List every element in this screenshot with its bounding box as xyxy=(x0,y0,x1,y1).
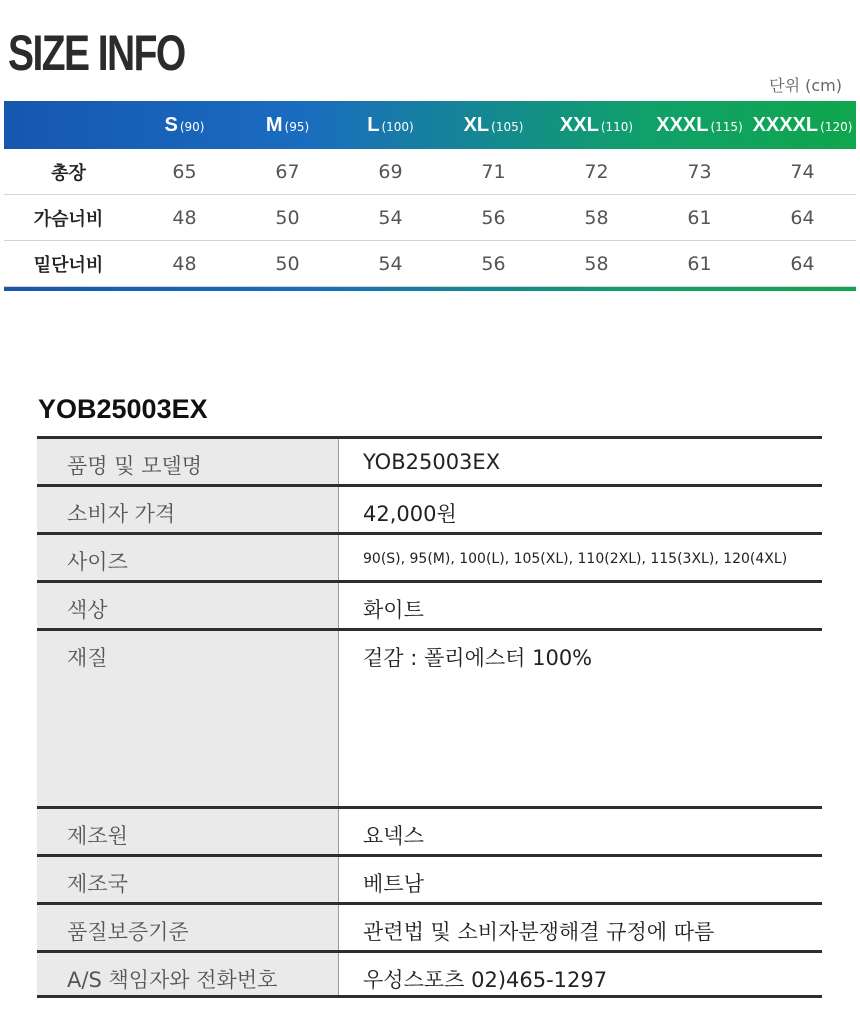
size-header-cell xyxy=(236,114,339,137)
size-value: 74 xyxy=(790,160,815,183)
spec-label: 색상 xyxy=(37,583,339,628)
spec-value: 겉감 : 폴리에스터 100% xyxy=(363,646,593,670)
spec-row xyxy=(37,532,822,580)
size-value: 61 xyxy=(687,252,712,275)
size-cm: (95) xyxy=(284,119,310,134)
size-table-bottom-bar xyxy=(4,287,856,291)
spec-row xyxy=(37,950,822,998)
size-value: 58 xyxy=(584,206,609,229)
size-cm: (110) xyxy=(600,119,634,134)
size-row-chest xyxy=(4,195,856,241)
size-value: 71 xyxy=(481,160,506,183)
size-header-cell xyxy=(545,114,648,137)
size-info-title: SIZE INFO xyxy=(8,25,185,81)
spec-label: A/S 책임자와 전화번호 xyxy=(37,953,339,995)
size-label: XL xyxy=(463,113,490,136)
spec-value: 베트남 xyxy=(363,872,424,896)
size-label: M xyxy=(265,113,283,136)
size-value: 73 xyxy=(687,160,712,183)
size-value: 64 xyxy=(790,252,815,275)
spec-label: 제조국 xyxy=(37,857,339,902)
row-label: 밑단너비 xyxy=(33,254,104,276)
size-value: 65 xyxy=(172,160,197,183)
size-cm: (120) xyxy=(820,119,853,134)
spec-table xyxy=(37,436,822,998)
spec-value: 관련법 및 소비자분쟁해결 규정에 따름 xyxy=(363,920,715,944)
spec-row xyxy=(37,484,822,532)
size-value: 54 xyxy=(378,252,403,275)
size-cm: (90) xyxy=(179,119,205,134)
size-value: 56 xyxy=(481,206,506,229)
model-title: YOB25003EX xyxy=(38,394,208,424)
size-value: 54 xyxy=(378,206,403,229)
size-value: 56 xyxy=(481,252,506,275)
spec-label: 품명 및 모델명 xyxy=(37,439,339,484)
size-label: S xyxy=(164,113,178,136)
size-value: 64 xyxy=(790,206,815,229)
spec-row xyxy=(37,902,822,950)
spec-row xyxy=(37,854,822,902)
spec-label: 품질보증기준 xyxy=(37,905,339,950)
size-value: 58 xyxy=(584,252,609,275)
size-row-length xyxy=(4,149,856,195)
size-label: XXXXL xyxy=(752,113,819,136)
size-header-cell xyxy=(751,114,854,137)
size-header-cell xyxy=(339,114,442,137)
size-value: 50 xyxy=(275,252,300,275)
spec-label: 제조원 xyxy=(37,809,339,854)
size-value: 67 xyxy=(275,160,300,183)
size-cm: (105) xyxy=(491,119,524,134)
size-cm: (100) xyxy=(381,119,414,134)
size-header-row xyxy=(4,101,856,149)
size-header-cell xyxy=(648,114,751,137)
spec-label: 재질 xyxy=(37,631,339,806)
size-value: 48 xyxy=(172,252,197,275)
spec-value: 화이트 xyxy=(363,598,424,622)
size-header-cell xyxy=(133,114,236,137)
size-label: XXL xyxy=(559,113,599,136)
size-row-hem xyxy=(4,241,856,287)
size-value: 48 xyxy=(172,206,197,229)
spec-value: 90(S), 95(M), 100(L), 105(XL), 110(2XL), 115(3XL), 120(4XL) xyxy=(363,551,788,567)
size-value: 50 xyxy=(275,206,300,229)
spec-row xyxy=(37,628,822,806)
spec-row xyxy=(37,436,822,484)
spec-row xyxy=(37,580,822,628)
size-label: XXXL xyxy=(656,113,709,136)
size-cm: (115) xyxy=(710,119,743,134)
size-value: 69 xyxy=(378,160,403,183)
row-label: 가슴너비 xyxy=(33,208,104,230)
spec-value: YOB25003EX xyxy=(363,450,501,474)
spec-value: 요넥스 xyxy=(363,824,424,848)
size-label: L xyxy=(367,113,380,136)
size-value: 72 xyxy=(584,160,609,183)
spec-label: 소비자 가격 xyxy=(37,487,339,532)
spec-row xyxy=(37,806,822,854)
row-label: 총장 xyxy=(51,162,86,184)
size-value: 61 xyxy=(687,206,712,229)
unit-label: 단위 (cm) xyxy=(769,76,842,95)
size-table xyxy=(4,101,856,291)
size-header-cell xyxy=(442,114,545,137)
spec-label: 사이즈 xyxy=(37,535,339,580)
spec-value: 42,000원 xyxy=(363,502,457,526)
spec-value: 우성스포츠 02)465-1297 xyxy=(363,968,608,992)
